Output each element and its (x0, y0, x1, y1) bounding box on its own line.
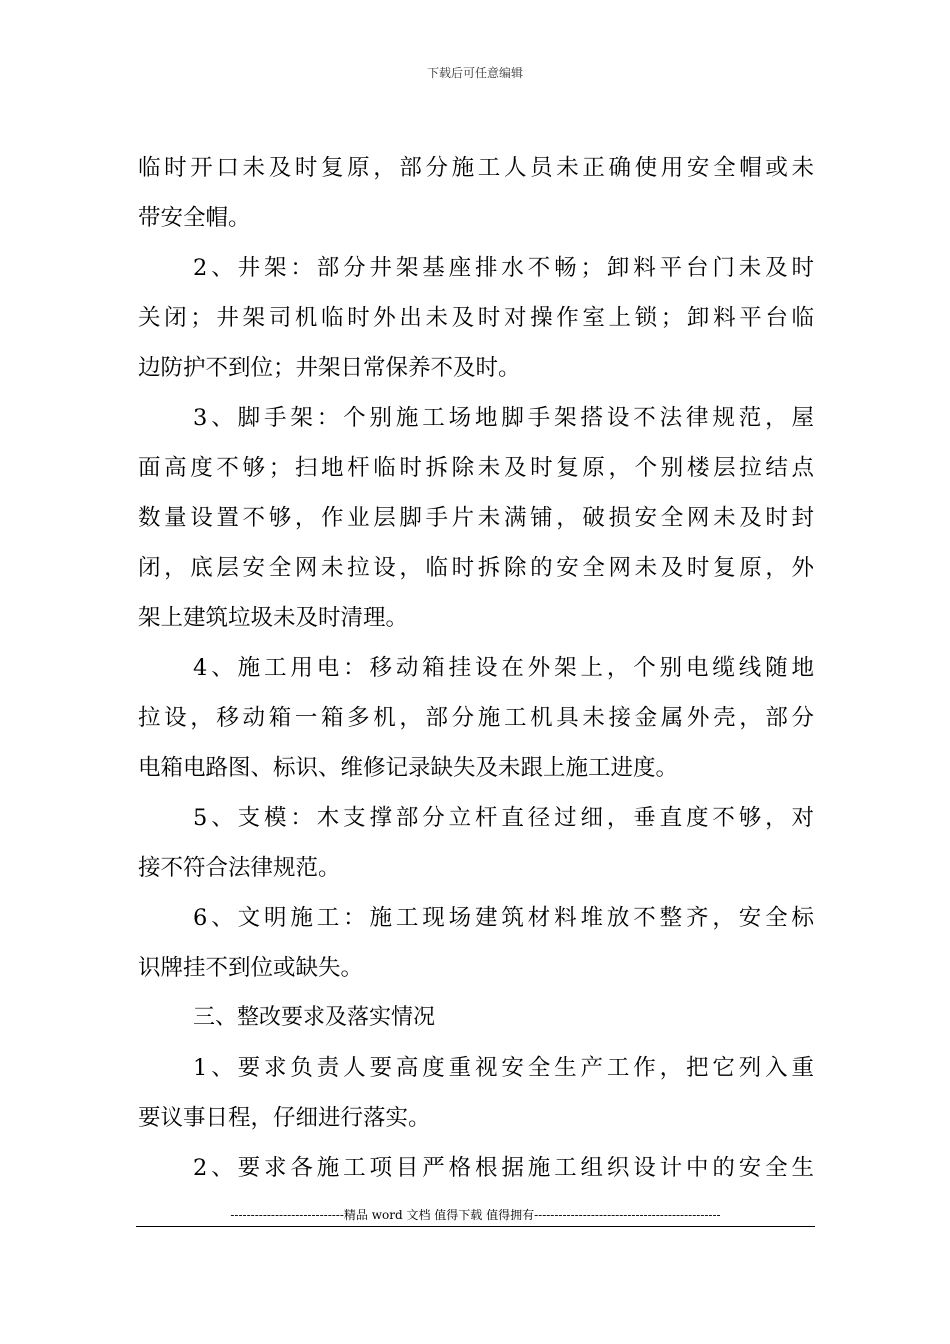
text-line: 边防护不到位；井架日常保养不及时。 (138, 355, 521, 381)
text-line: 带安全帽。 (138, 205, 251, 231)
text-line: 3、脚手架：个别施工场地脚手架搭设不法律规范，屋 (193, 405, 814, 431)
text-line: 面高度不够；扫地杆临时拆除未及时复原，个别楼层拉结点 (138, 455, 814, 481)
text-line: 接不符合法律规范。 (138, 855, 341, 881)
text-line: 6、文明施工：施工现场建筑材料堆放不整齐，安全标 (193, 905, 814, 931)
footer-divider (136, 1226, 815, 1227)
page-footer: ----------------------------精品 word 文档 值得下载 值得拥有---------------------------------------------- (230, 1208, 721, 1222)
page-header: 下载后可任意编辑 (426, 66, 523, 80)
text-line: 4、施工用电：移动箱挂设在外架上，个别电缆线随地 (193, 655, 814, 681)
text-line: 识牌挂不到位或缺失。 (138, 955, 364, 981)
text-line: 关闭；井架司机临时外出未及时对操作室上锁；卸料平台临 (138, 305, 814, 331)
text-line: 2、要求各施工项目严格根据施工组织设计中的安全生 (193, 1155, 814, 1181)
text-line: 闭，底层安全网未拉设，临时拆除的安全网未及时复原，外 (138, 555, 814, 581)
text-line: 电箱电路图、标识、维修记录缺失及未跟上施工进度。 (138, 755, 679, 781)
text-line: 要议事日程，仔细进行落实。 (138, 1105, 431, 1131)
text-line: 架上建筑垃圾未及时清理。 (138, 605, 409, 631)
text-line: 数量设置不够，作业层脚手片未满铺，破损安全网未及时封 (138, 505, 814, 531)
text-line: 1、要求负责人要高度重视安全生产工作，把它列入重 (193, 1055, 814, 1081)
section-heading: 三、整改要求及落实情况 (193, 1005, 436, 1030)
text-line: 2、井架：部分井架基座排水不畅；卸料平台门未及时 (193, 255, 814, 281)
text-line: 临时开口未及时复原，部分施工人员未正确使用安全帽或未 (138, 155, 814, 181)
text-line: 5、支模：木支撑部分立杆直径过细，垂直度不够，对 (193, 805, 814, 831)
text-line: 拉设，移动箱一箱多机，部分施工机具未接金属外壳，部分 (138, 705, 814, 731)
document-body (138, 143, 814, 1193)
